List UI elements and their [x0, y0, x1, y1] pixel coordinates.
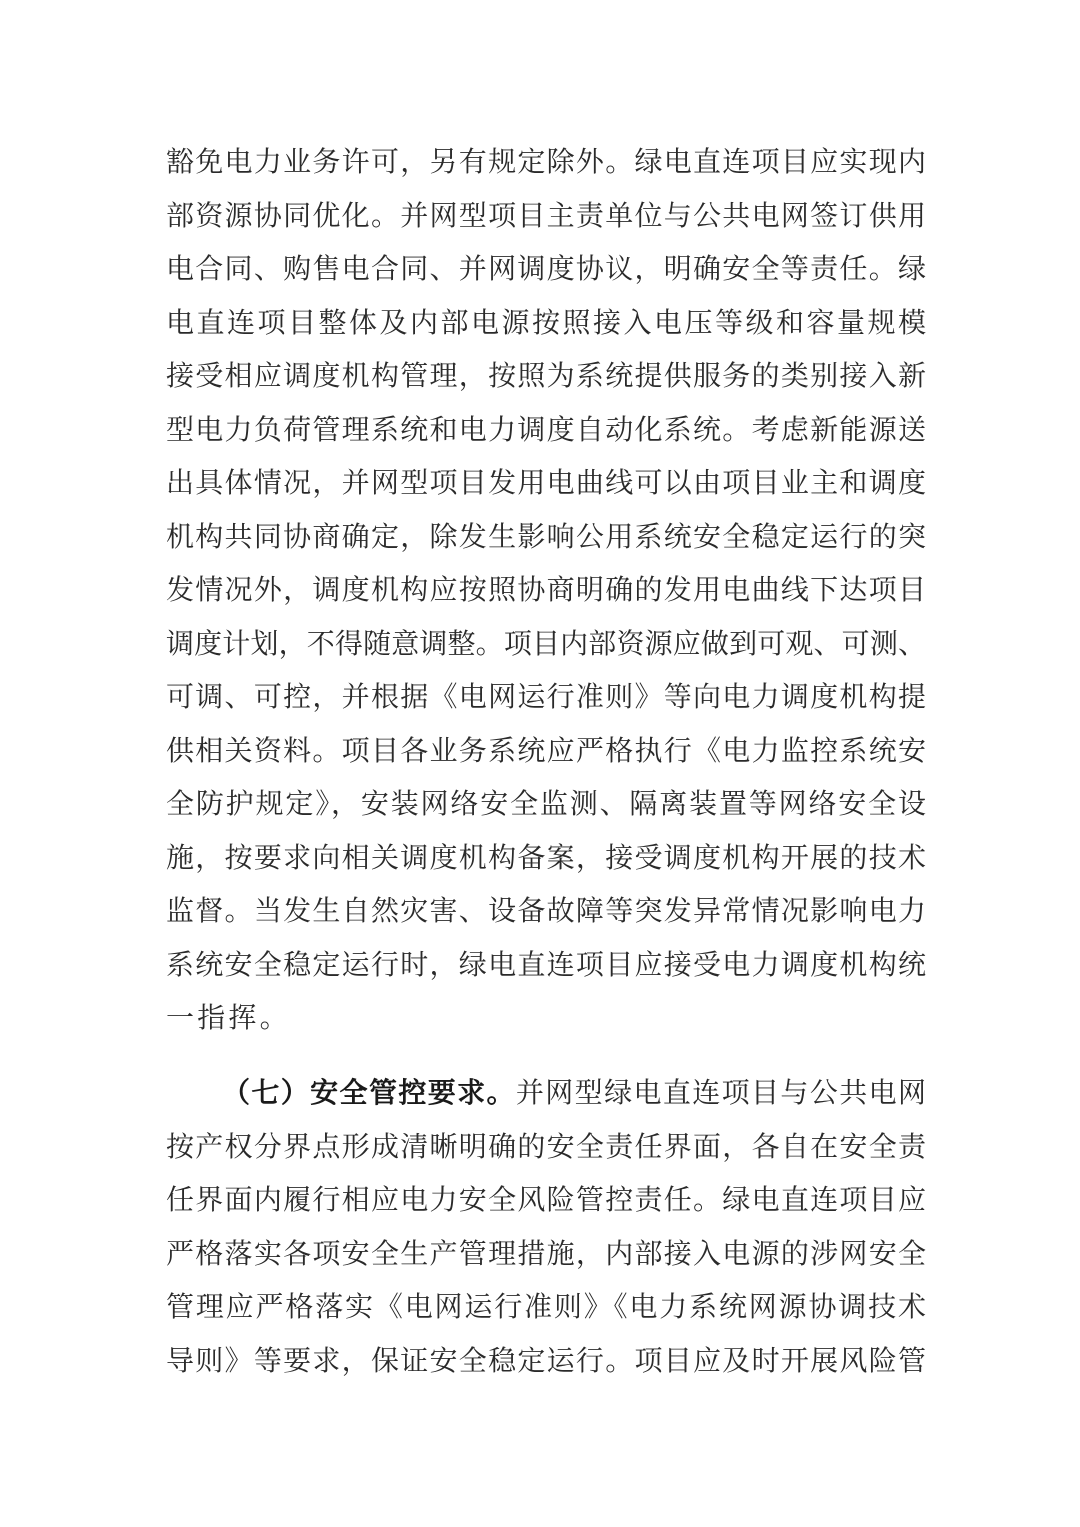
text-line: 一指挥。	[166, 1001, 291, 1034]
paragraph-grid-dispatch	[166, 135, 926, 1045]
text-line: 监督。当发生自然灾害、设备故障等突发异常情况影响电力	[166, 894, 926, 927]
text-line: 供相关资料。项目各业务系统应严格执行《电力监控系统安	[166, 733, 926, 767]
text-line: 管理应严格落实《电网运行准则》《电力系统网源协调技术	[166, 1290, 926, 1323]
text-line: 任界面内履行相应电力安全风险管控责任。绿电直连项目应	[166, 1183, 926, 1216]
text-line: 出具体情况，并网型项目发用电曲线可以由项目业主和调度	[166, 466, 926, 499]
text-line: 部资源协同优化。并网型项目主责单位与公共电网签订供用	[166, 198, 926, 232]
text-line: 电直连项目整体及内部电源按照接入电压等级和容量规模	[166, 305, 926, 339]
text-line: 按产权分界点形成清晰明确的安全责任界面，各自在安全责	[166, 1129, 926, 1163]
text-line: 电合同、购售电合同、并网调度协议，明确安全等责任。绿	[166, 252, 926, 285]
text-line: 导则》等要求，保证安全稳定运行。项目应及时开展风险管	[166, 1343, 926, 1377]
text-line: 可调、可控，并根据《电网运行准则》等向电力调度机构提	[166, 680, 926, 713]
text-line: 发情况外，调度机构应按照协商明确的发用电曲线下达项目	[166, 573, 926, 606]
text-line: 全防护规定》，安装网络安全监测、隔离装置等网络安全设	[166, 787, 926, 820]
text-line: 严格落实各项安全生产管理措施，内部接入电源的涉网安全	[166, 1236, 926, 1270]
text-line: 机构共同协商确定，除发生影响公用系统安全稳定运行的突	[166, 519, 926, 553]
text-line: 调度计划，不得随意调整。项目内部资源应做到可观、可测、	[166, 626, 926, 660]
section-heading: （七）安全管控要求。	[222, 1076, 516, 1109]
text-line: 豁免电力业务许可，另有规定除外。绿电直连项目应实现内	[166, 145, 926, 178]
text-line: 施，按要求向相关调度机构备案，接受调度机构开展的技术	[166, 840, 926, 874]
paragraph-safety-control	[166, 1066, 926, 1387]
text-line: 型电力负荷管理系统和电力调度自动化系统。考虑新能源送	[166, 412, 926, 446]
text-line: 接受相应调度机构管理，按照为系统提供服务的类别接入新	[166, 359, 926, 392]
paragraph-first-line	[166, 1066, 926, 1120]
text-run: 并网型绿电直连项目与公共电网	[515, 1076, 926, 1109]
text-line: 系统安全稳定运行时，绿电直连项目应接受电力调度机构统	[166, 947, 926, 981]
